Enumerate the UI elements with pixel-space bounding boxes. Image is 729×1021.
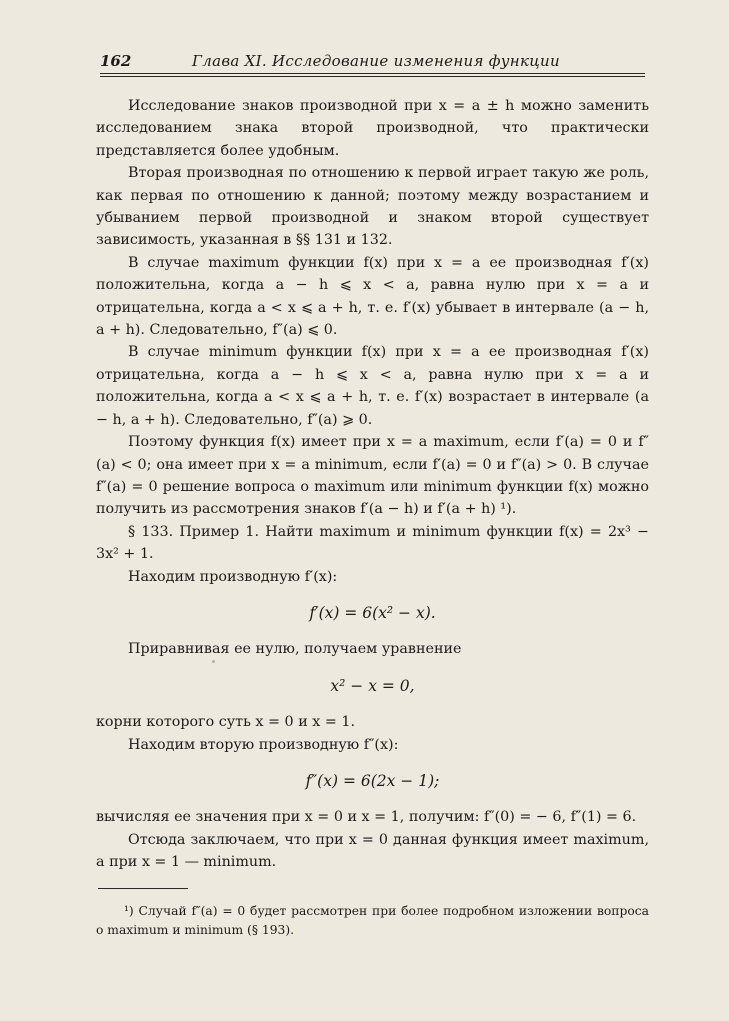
page-number: 162: [100, 52, 132, 70]
paragraph-find-derivative: Находим производную f′(x):: [128, 568, 338, 585]
paragraph-criterion: Поэтому функция f(x) имеет при x = a maximum, если f′(a) = 0 и f″(a) < 0; она имеет при x = a minimum, если f′(a) = 0 и f″(a) > 0. В случае f″(a) = 0 решение вопроса о maximum или minimum функции f(x) можно получить из рассмотрения знаков f′(a − h) и f′(a + h) ¹).: [96, 434, 649, 518]
page-body: [96, 95, 649, 874]
paragraph-equate: Приравнивая ее нулю, получаем уравнение: [128, 641, 462, 658]
paragraph-example-heading: § 133. Пример 1. Найти maximum и minimum функции f(x) = 2x³ − 3x² + 1.: [96, 523, 649, 563]
header-rule: [100, 73, 645, 74]
paragraph-conclusion: Отсюда заключаем, что при x = 0 данная функция имеет maximum, а при x = 1 — minimum.: [96, 831, 649, 871]
equation-quadratic: x² − x = 0,: [330, 676, 415, 695]
paragraph-roots: корни которого суть x = 0 и x = 1.: [96, 714, 356, 731]
equation-first-derivative: f′(x) = 6(x² − x).: [309, 603, 436, 622]
paragraph-find-second: Находим вторую производную f″(x):: [128, 736, 399, 753]
chapter-title: Глава XI. Исследование изменения функции: [192, 52, 560, 70]
paragraph-compute: вычисляя ее значения при x = 0 и x = 1, получим: f″(0) = − 6, f″(1) = 6.: [96, 809, 637, 826]
equation-second-derivative: f″(x) = 6(2x − 1);: [305, 771, 440, 790]
paper-speck: [212, 660, 215, 663]
paragraph-minimum-case: В случае minimum функции f(x) при x = a ее производная f′(x) отрицательна, когда a − h ⩽ x < a, равна нулю при x = a и положительна, когда a < x ⩽ a + h, т. е. f′(x) возрастает в интервале (a − h, a + h). Следовательно, f″(a) ⩾ 0.: [96, 344, 649, 428]
header-rule-thin: [100, 76, 645, 77]
paragraph-maximum-case: В случае maximum функции f(x) при x = a ее производная f′(x) положительна, когда a − h ⩽ x < a, равна нулю при x = a и отрицательна, когда a < x ⩽ a + h, т. е. f′(x) убывает в интервале (a − h, a + h). Следовательно, f″(a) ⩽ 0.: [96, 254, 649, 339]
footnote-rule: [98, 888, 188, 889]
footnote: ¹) Случай f″(a) = 0 будет рассмотрен при более подробном изложении вопроса о maximum и minimum (§ 193).: [96, 904, 649, 937]
paragraph-second-derivative: Вторая производная по отношению к первой играет такую же роль, как первая по отношению к данной; поэтому между возрастанием и убыванием первой производной и знаком второй существует зависимость, указанная в §§ 131 и 132.: [96, 165, 649, 249]
paragraph-intro: Исследование знаков производной при x = a ± h можно заменить исследованием знака второй производной, что практически представляется более удобным.: [96, 98, 649, 159]
